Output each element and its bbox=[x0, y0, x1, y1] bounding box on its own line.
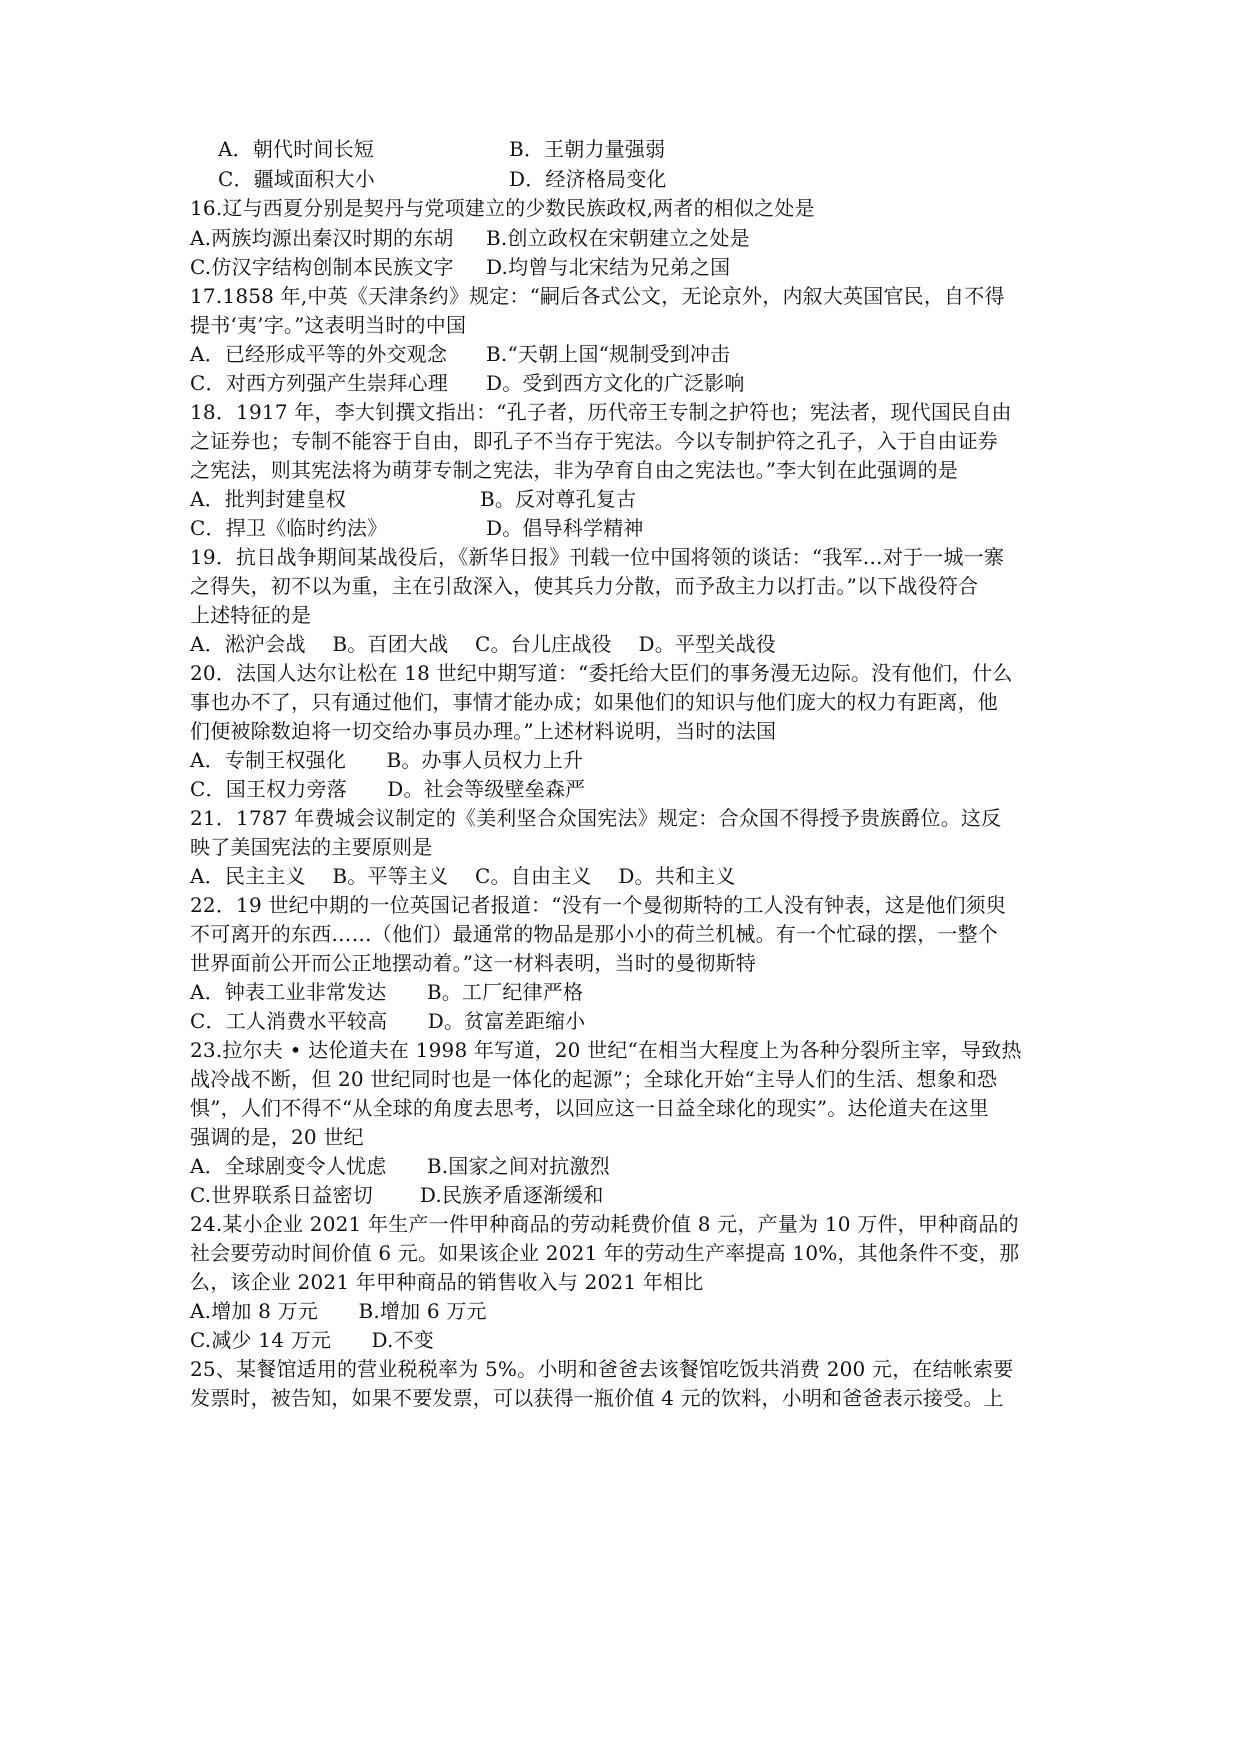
option-line: C.减少 14 万元 D.不变 bbox=[190, 1328, 434, 1352]
question-20: 20．法国人达尔让松在 18 世纪中期写道：“委托给大臣们的事务漫无边际。没有他们，什么 bbox=[190, 661, 1013, 685]
option-line: C．捍卫《临时约法》 D。倡导科学精神 bbox=[190, 516, 644, 540]
option-line: C．对西方列强产生崇拜心理 D。受到西方文化的广泛影响 bbox=[190, 371, 745, 395]
question-21: 21．1787 年费城会议制定的《美利坚合众国宪法》规定：合众国不得授予贵族爵位。这反 bbox=[190, 806, 1002, 830]
option-line: C．疆域面积大小 D．经济格局变化 bbox=[218, 167, 667, 191]
question-text: 事也办不了，只有通过他们，事情才能办成；如果他们的知识与他们庞大的权力有距离，他 bbox=[190, 690, 998, 714]
option-line: A．民主主义 B。平等主义 C。自由主义 D。共和主义 bbox=[190, 864, 736, 888]
question-19: 19．抗日战争期间某战役后，《新华日报》刊载一位中国将领的谈话：“我军…对于一城一寨 bbox=[190, 545, 1005, 569]
question-24: 24.某小企业 2021 年生产一件甲种商品的劳动耗费价值 8 元，产量为 10 万件，甲种商品的 bbox=[190, 1212, 1019, 1236]
question-text: 不可离开的东西……（他们）最通常的物品是那小小的荷兰机械。有一个忙碌的摆，一整个 bbox=[190, 922, 998, 946]
question-25: 25、某餐馆适用的营业税税率为 5%。小明和爸爸去该餐馆吃饭共消费 200 元，在结帐索要 bbox=[190, 1357, 1014, 1381]
question-text: 世界面前公开而公正地摆动着。”这一材料表明，当时的曼彻斯特 bbox=[190, 951, 757, 975]
option-line: C.世界联系日益密切 D.民族矛盾逐渐缓和 bbox=[190, 1183, 604, 1207]
question-text: 们便被除数迫将一切交给办事员办理。”上述材料说明，当时的法国 bbox=[190, 719, 777, 743]
option-line: A．朝代时间长短 B．王朝力量强弱 bbox=[218, 137, 666, 161]
option-line: A．钟表工业非常发达 B。工厂纪律严格 bbox=[190, 980, 584, 1004]
question-text: 社会要劳动时间价值 6 元。如果该企业 2021 年的劳动生产率提高 10%，其他条件不变，那 bbox=[190, 1241, 1020, 1265]
question-text: 上述特征的是 bbox=[190, 603, 312, 627]
option-line: C．工人消费水平较高 D。贫富差距缩小 bbox=[190, 1009, 586, 1033]
option-line: A．全球剧变令人忧虑 B.国家之间对抗激烈 bbox=[190, 1154, 610, 1178]
question-17: 17.1858 年,中英《天津条约》规定：“嗣后各式公文，无论京外，内叙大英国官民，自不得 bbox=[190, 284, 1005, 308]
question-text: 发票时，被告知，如果不要发票，可以获得一瓶价值 4 元的饮料，小明和爸爸表示接受。上 bbox=[190, 1386, 1004, 1410]
question-text: 之宪法，则其宪法将为萌芽专制之宪法，非为孕育自由之宪法也。”李大钊在此强调的是 bbox=[190, 458, 959, 482]
option-line: A．专制王权强化 B。办事人员权力上升 bbox=[190, 748, 584, 772]
question-text: 之得失，初不以为重，主在引敌深入，使其兵力分散，而予敌主力以打击。”以下战役符合 bbox=[190, 574, 979, 598]
question-22: 22．19 世纪中期的一位英国记者报道：“没有一个曼彻斯特的工人没有钟表，这是他们须臾 bbox=[190, 893, 1007, 917]
question-23: 23.拉尔夫 • 达伦道夫在 1998 年写道，20 世纪“在相当大程度上为各种分裂所主宰，导致热 bbox=[190, 1038, 1022, 1062]
option-line: A.两族均源出秦汉时期的东胡 B.创立政权在宋朝建立之处是 bbox=[190, 226, 750, 250]
option-line: A．已经形成平等的外交观念 B.“天朝上国“规制受到冲击 bbox=[190, 342, 731, 366]
question-16: 16.辽与西夏分别是契丹与党项建立的少数民族政权,两者的相似之处是 bbox=[190, 196, 815, 220]
option-line: A．批判封建皇权 B。反对尊孔复古 bbox=[190, 487, 637, 511]
option-line: A.增加 8 万元 B.增加 6 万元 bbox=[190, 1299, 487, 1323]
question-text: 战冷战不断，但 20 世纪同时也是一体化的起源”；全球化开始“主导人们的生活、想象和恐 bbox=[190, 1067, 998, 1091]
question-text: 惧”，人们不得不“从全球的角度去思考，以回应这一日益全球化的现实”。达伦道夫在这里 bbox=[190, 1096, 989, 1120]
question-text: 么，该企业 2021 年甲种商品的销售收入与 2021 年相比 bbox=[190, 1270, 704, 1294]
question-text: 提书‘夷’字。”这表明当时的中国 bbox=[190, 313, 467, 337]
question-text: 之证券也；专制不能容于自由，即孔子不当存于宪法。今以专制护符之孔子，入于自由证券 bbox=[190, 429, 998, 453]
option-line: C.仿汉字结构创制本民族文字 D.均曾与北宋结为兄弟之国 bbox=[190, 255, 731, 279]
question-18: 18．1917 年，李大钊撰文指出：“孔子者，历代帝王专制之护符也；宪法者，现代国民自由 bbox=[190, 400, 1012, 424]
option-line: C．国王权力旁落 D。社会等级壁垒森严 bbox=[190, 777, 586, 801]
option-line: A．淞沪会战 B。百团大战 C。台儿庄战役 D。平型关战役 bbox=[190, 632, 776, 656]
question-text: 强调的是，20 世纪 bbox=[190, 1125, 364, 1149]
question-text: 映了美国宪法的主要原则是 bbox=[190, 835, 433, 859]
